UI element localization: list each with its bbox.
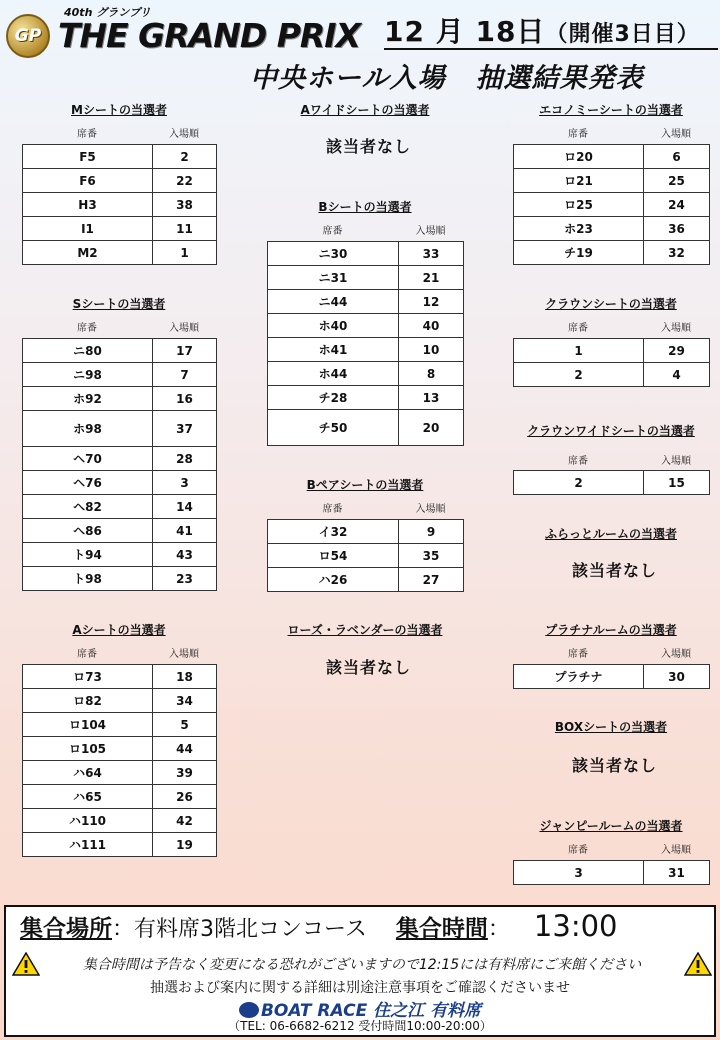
entry-order: 40 — [399, 314, 464, 338]
table-row — [514, 471, 710, 495]
entry-order: 27 — [399, 568, 464, 592]
seat-number: 2 — [514, 363, 644, 387]
col-seat-label: 席番 — [568, 456, 588, 467]
entry-order: 14 — [153, 495, 217, 519]
table-row — [23, 411, 217, 447]
table-row — [268, 314, 464, 338]
seat-number: ヘ82 — [23, 495, 153, 519]
seat-number: ハ65 — [23, 785, 153, 809]
table-row — [23, 363, 217, 387]
table-row — [23, 145, 217, 169]
meeting-time-label: 集合時間 — [395, 916, 488, 942]
event-date — [384, 10, 718, 50]
meeting-time-colon: ： — [487, 917, 510, 942]
entry-order: 43 — [153, 543, 217, 567]
entry-order: 12 — [399, 290, 464, 314]
table-row — [268, 386, 464, 410]
col-seat-label: 席番 — [568, 129, 588, 140]
seat-number: ロ20 — [514, 145, 644, 169]
entry-order: 7 — [153, 363, 217, 387]
date-day: （開催3日目） — [545, 22, 700, 47]
col-order-label: 入場順 — [169, 649, 199, 660]
col-order-label: 入場順 — [661, 456, 691, 467]
table-row — [23, 471, 217, 495]
boat-race-mark-icon — [239, 1002, 259, 1018]
seat-number: ロ82 — [23, 689, 153, 713]
entry-order: 44 — [153, 737, 217, 761]
table-row — [514, 169, 710, 193]
seat-number: ホ40 — [268, 314, 399, 338]
entry-order: 41 — [153, 519, 217, 543]
col-order-label: 入場順 — [169, 129, 199, 140]
seat-number: F6 — [23, 169, 153, 193]
meeting-info-box — [4, 905, 716, 1037]
meeting-place-value: ：有料席3階北コンコース — [112, 917, 367, 942]
table-row — [268, 266, 464, 290]
crown-wide-seat-table — [513, 470, 710, 495]
entry-order: 21 — [399, 266, 464, 290]
economy-col-header — [513, 125, 709, 140]
entry-order: 17 — [153, 339, 217, 363]
entry-order: 3 — [153, 471, 217, 495]
headline-left: 中央ホール入場 — [250, 63, 446, 94]
economy-seat-title: エコノミーシートの当選者 — [539, 103, 683, 117]
col-seat-label: 席番 — [77, 323, 97, 334]
entry-order: 42 — [153, 809, 217, 833]
a-wide-seat-title: Aワイドシートの当選者 — [300, 103, 430, 117]
details-note: 抽選および案内に関する詳細は別途注意事項をご確認くださいませ — [150, 980, 570, 996]
entry-order: 4 — [644, 363, 710, 387]
headline-right: 抽選結果発表 — [475, 63, 644, 94]
b-pair-col-header — [267, 500, 463, 515]
table-row — [514, 241, 710, 265]
col-seat-label: 席番 — [77, 129, 97, 140]
entry-order: 28 — [153, 447, 217, 471]
col-order-label: 入場順 — [661, 845, 691, 856]
table-row — [23, 761, 217, 785]
table-row — [514, 217, 710, 241]
seat-number: ト98 — [23, 567, 153, 591]
table-row — [268, 520, 464, 544]
table-row — [23, 169, 217, 193]
b-seat-title: Bシートの当選者 — [318, 200, 412, 214]
seat-number: 2 — [514, 471, 644, 495]
table-row — [268, 410, 464, 446]
entry-order: 37 — [153, 411, 217, 447]
table-row — [514, 665, 710, 689]
meeting-place-time — [20, 909, 618, 943]
seat-number: ホ23 — [514, 217, 644, 241]
crown-seat-table — [513, 338, 710, 387]
seat-number: ロ104 — [23, 713, 153, 737]
meeting-time-value: 13:00 — [533, 909, 618, 943]
crown-col-header — [513, 319, 709, 334]
seat-number: ハ26 — [268, 568, 399, 592]
seat-number: M2 — [23, 241, 153, 265]
seat-number: チ50 — [268, 410, 399, 446]
seat-number: ニ30 — [268, 242, 399, 266]
entry-order: 11 — [153, 217, 217, 241]
b-seat-table — [267, 241, 464, 446]
table-row — [23, 785, 217, 809]
col-seat-label: 席番 — [568, 845, 588, 856]
jumpy-room-title: ジャンピールームの当選者 — [539, 819, 683, 833]
crown-wide-seat-title: クラウンワイドシートの当選者 — [527, 424, 695, 438]
table-row — [23, 567, 217, 591]
entry-order: 13 — [399, 386, 464, 410]
seat-number: 3 — [514, 861, 644, 885]
col-order-label: 入場順 — [661, 323, 691, 334]
entry-order: 15 — [644, 471, 710, 495]
seat-number: ホ98 — [23, 411, 153, 447]
crown-seat-title: クラウンシートの当選者 — [545, 297, 677, 311]
entry-order: 39 — [153, 761, 217, 785]
entry-order: 34 — [153, 689, 217, 713]
col-order-label: 入場順 — [661, 129, 691, 140]
seat-number: チ28 — [268, 386, 399, 410]
table-row — [268, 290, 464, 314]
entry-order: 35 — [399, 544, 464, 568]
platinum-room-table — [513, 664, 710, 689]
entry-order: 36 — [644, 217, 710, 241]
entry-order: 6 — [644, 145, 710, 169]
flat-room-none: 該当者なし — [572, 561, 658, 580]
date-main: 12 月 18日 — [384, 15, 546, 48]
seat-number: ロ73 — [23, 665, 153, 689]
seat-number: ロ25 — [514, 193, 644, 217]
entry-order: 25 — [644, 169, 710, 193]
seat-number: ニ80 — [23, 339, 153, 363]
entry-order: 30 — [644, 665, 710, 689]
s-seat-title: Sシートの当選者 — [72, 297, 166, 311]
jumpy-col-header — [513, 841, 709, 856]
seat-number: ロ105 — [23, 737, 153, 761]
entry-order: 5 — [153, 713, 217, 737]
a-wide-none: 該当者なし — [326, 137, 412, 156]
warning-icon — [12, 952, 40, 976]
seat-number: ホ44 — [268, 362, 399, 386]
seat-number: ハ110 — [23, 809, 153, 833]
entry-order: 9 — [399, 520, 464, 544]
col-order-label: 入場順 — [169, 323, 199, 334]
seat-number: ハ64 — [23, 761, 153, 785]
entry-order: 10 — [399, 338, 464, 362]
table-row — [268, 242, 464, 266]
m-seat-table — [22, 144, 217, 265]
table-row — [23, 241, 217, 265]
col-order-label: 入場順 — [415, 504, 446, 515]
entry-order: 31 — [644, 861, 710, 885]
warning-line — [12, 951, 712, 977]
b-seat-col-header — [267, 222, 463, 237]
entry-order: 20 — [399, 410, 464, 446]
table-row — [268, 544, 464, 568]
a-seat-table — [22, 664, 217, 857]
col-seat-label: 席番 — [322, 504, 343, 515]
col-seat-label: 席番 — [322, 226, 343, 237]
brand-text: BOAT RACE 住之江 有料席 — [260, 1001, 482, 1021]
platinum-room-title: プラチナルームの当選者 — [545, 623, 677, 637]
entry-order: 24 — [644, 193, 710, 217]
seat-number: ヘ76 — [23, 471, 153, 495]
m-seat-title: Mシートの当選者 — [71, 103, 167, 117]
entry-order: 38 — [153, 193, 217, 217]
seat-number: ニ31 — [268, 266, 399, 290]
crown-wide-col-header — [513, 452, 709, 467]
seat-number: ホ41 — [268, 338, 399, 362]
table-row — [23, 387, 217, 411]
table-row — [23, 737, 217, 761]
a-seat-col-header — [22, 645, 216, 660]
seat-number: ロ54 — [268, 544, 399, 568]
seat-number: ト94 — [23, 543, 153, 567]
table-row — [514, 339, 710, 363]
b-pair-seat-title: Bペアシートの当選者 — [306, 478, 424, 492]
col-order-label: 入場順 — [415, 226, 446, 237]
seat-number: イ32 — [268, 520, 399, 544]
m-seat-col-header — [22, 125, 216, 140]
seat-number: H3 — [23, 193, 153, 217]
table-row — [23, 519, 217, 543]
logo-subtitle: 40th グランプリ — [64, 6, 151, 19]
table-row — [23, 495, 217, 519]
logo-title: THE GRAND PRIX — [58, 16, 361, 55]
page-title — [250, 56, 643, 95]
col-order-label: 入場順 — [661, 649, 691, 660]
seat-number: ニ44 — [268, 290, 399, 314]
entry-order: 23 — [153, 567, 217, 591]
jumpy-room-table — [513, 860, 710, 885]
col-seat-label: 席番 — [568, 323, 588, 334]
seat-number: チ19 — [514, 241, 644, 265]
seat-number: F5 — [23, 145, 153, 169]
table-row — [23, 713, 217, 737]
table-row — [268, 568, 464, 592]
seat-number: ヘ86 — [23, 519, 153, 543]
seat-number: ニ98 — [23, 363, 153, 387]
table-row — [23, 447, 217, 471]
entry-order: 16 — [153, 387, 217, 411]
s-seat-table — [22, 338, 217, 591]
table-row — [514, 145, 710, 169]
a-seat-title: Aシートの当選者 — [72, 623, 166, 637]
entry-order: 22 — [153, 169, 217, 193]
flat-room-title: ふらっとルームの当選者 — [544, 527, 677, 541]
grand-prix-logo — [6, 4, 361, 56]
seat-number: ロ21 — [514, 169, 644, 193]
entry-order: 29 — [644, 339, 710, 363]
table-row — [23, 193, 217, 217]
economy-seat-table — [513, 144, 710, 265]
warning-icon — [684, 952, 712, 976]
seat-number: ヘ70 — [23, 447, 153, 471]
table-row — [268, 338, 464, 362]
box-seat-none: 該当者なし — [572, 756, 658, 775]
entry-order: 19 — [153, 833, 217, 857]
entry-order: 8 — [399, 362, 464, 386]
table-row — [514, 861, 710, 885]
box-seat-title: BOXシートの当選者 — [554, 720, 668, 734]
seat-number: プラチナ — [514, 665, 644, 689]
table-row — [23, 833, 217, 857]
b-pair-seat-table — [267, 519, 464, 592]
entry-order: 33 — [399, 242, 464, 266]
gp-badge-icon: GP — [6, 14, 50, 58]
seat-number: ホ92 — [23, 387, 153, 411]
entry-order: 26 — [153, 785, 217, 809]
col-seat-label: 席番 — [568, 649, 588, 660]
rose-lavender-title: ローズ・ラベンダーの当選者 — [287, 623, 443, 637]
table-row — [23, 665, 217, 689]
rose-lavender-none: 該当者なし — [326, 658, 412, 677]
table-row — [23, 217, 217, 241]
platinum-col-header — [513, 645, 709, 660]
entry-order: 32 — [644, 241, 710, 265]
table-row — [268, 362, 464, 386]
entry-order: 1 — [153, 241, 217, 265]
entry-order: 18 — [153, 665, 217, 689]
table-row — [23, 689, 217, 713]
meeting-place-label: 集合場所 — [20, 916, 112, 942]
table-row — [23, 339, 217, 363]
warning-text: 集合時間は予告なく変更になる恐れがございますので12:15には有料席にご来館ください — [82, 957, 642, 973]
table-row — [23, 543, 217, 567]
table-row — [514, 193, 710, 217]
seat-number: ハ111 — [23, 833, 153, 857]
entry-order: 2 — [153, 145, 217, 169]
contact-tel: （TEL: 06-6682-6212 受付時間10:00-20:00） — [228, 1019, 492, 1033]
table-row — [514, 363, 710, 387]
table-row — [23, 809, 217, 833]
s-seat-col-header — [22, 319, 216, 334]
col-seat-label: 席番 — [77, 649, 97, 660]
seat-number: 1 — [514, 339, 644, 363]
seat-number: I1 — [23, 217, 153, 241]
